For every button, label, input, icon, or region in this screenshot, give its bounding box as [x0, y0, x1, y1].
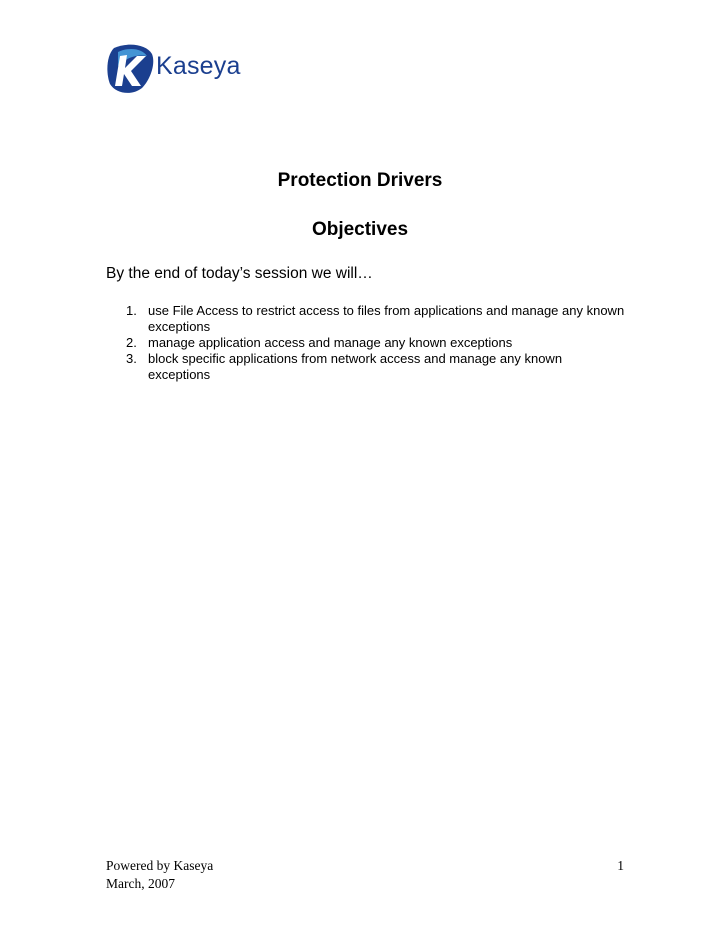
document-subtitle: Objectives: [311, 219, 409, 240]
document-title: Protection Drivers: [277, 170, 443, 191]
footer-date: March, 2007: [106, 876, 175, 891]
list-item-number: 2.: [126, 335, 137, 350]
intro-text: By the end of today’s session we will…: [106, 265, 373, 282]
footer-powered-by: Powered by Kaseya: [106, 858, 214, 873]
list-item-text: block specific applications from network access and manage any known exceptions: [148, 351, 563, 382]
objectives-list: [106, 303, 626, 383]
kaseya-mark-icon: [106, 40, 156, 96]
kaseya-logo: [106, 40, 256, 96]
list-item-number: 1.: [126, 303, 137, 318]
page-number: 1: [617, 858, 624, 873]
list-item: [106, 351, 626, 383]
list-item: [106, 303, 626, 335]
list-item: [106, 335, 626, 351]
list-item-text: manage application access and manage any known exceptions: [148, 335, 513, 350]
footer: [106, 857, 213, 893]
kaseya-wordmark: Kaseya: [156, 52, 241, 80]
list-item-number: 3.: [126, 351, 137, 366]
list-item-text: use File Access to restrict access to files from applications and manage any known exceptions: [148, 303, 625, 334]
